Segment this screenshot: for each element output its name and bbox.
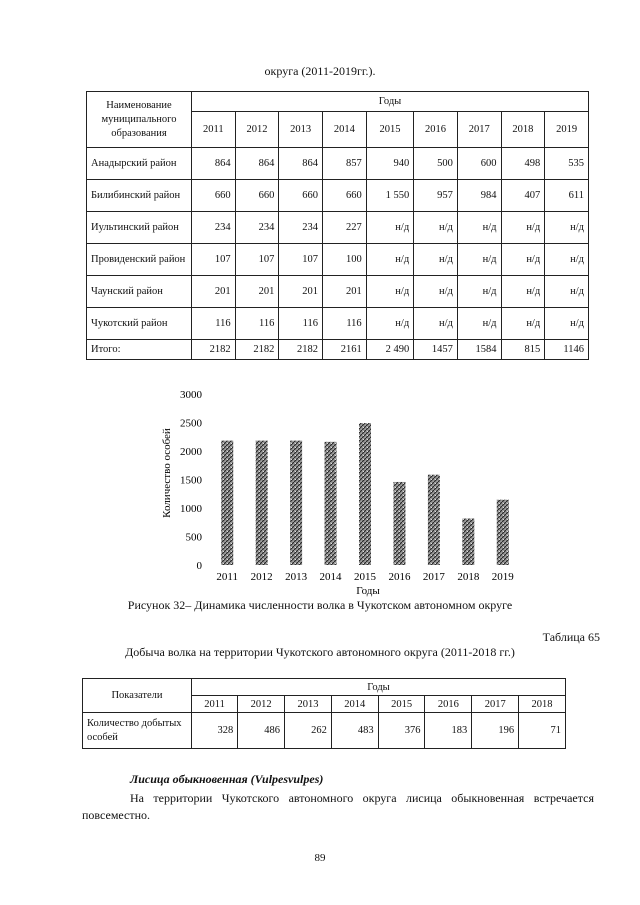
x-tick-label: 2012: [250, 571, 273, 583]
table1-cell: 660: [235, 180, 279, 212]
table2-cell: 486: [238, 713, 285, 749]
table-row: [87, 276, 589, 308]
table1-cell: 1 550: [366, 180, 414, 212]
table1-cell: 116: [235, 308, 279, 340]
table1-cell: 234: [279, 212, 323, 244]
table2-year-2018: 2018: [519, 696, 566, 713]
y-axis-label-group: [161, 428, 173, 518]
bar-2019: [497, 500, 509, 565]
table1-header-name: Наименование муниципального образования: [87, 92, 192, 148]
section-title: Лисица обыкновенная (Vulpesvulpes): [130, 772, 324, 786]
table1-year-2019: 2019: [545, 112, 589, 148]
bar-2017: [428, 475, 440, 565]
table2-year-2013: 2013: [285, 696, 332, 713]
table1-cell: 535: [545, 148, 589, 180]
table1-cell: 864: [235, 148, 279, 180]
x-tick-label: 2016: [388, 571, 411, 583]
x-axis-label: Годы: [356, 585, 380, 597]
wolf-population-chart: [150, 386, 540, 598]
table1-cell: 107: [279, 244, 323, 276]
table1-cell: 2161: [323, 340, 367, 360]
table1-year-2012: 2012: [235, 112, 279, 148]
table2-cell: 376: [378, 713, 425, 749]
table1-cell: 116: [279, 308, 323, 340]
table-row: [87, 340, 589, 360]
table1-cell: н/д: [414, 212, 458, 244]
table1-cell: 107: [235, 244, 279, 276]
table1-cell: 201: [279, 276, 323, 308]
table2-cell: 196: [472, 713, 519, 749]
table1-cell: н/д: [414, 276, 458, 308]
paragraph: На территории Чукотского автономного округа лисица обыкновенная встречается повсеместно.: [82, 791, 594, 822]
y-tick-label: 2500: [180, 417, 202, 430]
table2-year-2012: 2012: [238, 696, 285, 713]
x-tick-label: 2015: [354, 571, 376, 583]
bar-2018: [462, 519, 474, 565]
table2-cell: 183: [425, 713, 472, 749]
bar-2012: [256, 441, 268, 565]
table1-cell: 660: [279, 180, 323, 212]
table1-cell: 611: [545, 180, 589, 212]
page-number: 89: [314, 852, 326, 864]
table1-cell: 116: [323, 308, 367, 340]
table1-cell: 660: [192, 180, 236, 212]
table1-cell: 498: [501, 148, 545, 180]
table1-cell: н/д: [366, 308, 414, 340]
table-row: [87, 148, 589, 180]
table1-header-years: Годы: [192, 92, 589, 112]
y-tick-label: 1000: [180, 503, 202, 515]
table2-year-2011: 2011: [192, 696, 238, 713]
table-row: [87, 308, 589, 340]
figure-caption: Рисунок 32– Динамика численности волка в Чукотском автономном округе: [127, 598, 513, 612]
x-tick-label: 2018: [457, 571, 480, 583]
table1-cell: н/д: [501, 308, 545, 340]
table1-cell: н/д: [501, 212, 545, 244]
x-tick-label: 2019: [491, 571, 514, 583]
table2-cell: 328: [192, 713, 238, 749]
wolf-harvest-table: [82, 678, 566, 749]
table1-year-2011: 2011: [192, 112, 236, 148]
table1-cell: 2 490: [366, 340, 414, 360]
table1-cell: 600: [457, 148, 501, 180]
table1-year-2017: 2017: [457, 112, 501, 148]
table2-header-years: Годы: [192, 679, 566, 696]
table1-year-2015: 2015: [366, 112, 414, 148]
table1-row-name: Анадырский район: [87, 148, 192, 180]
table1-cell: 100: [323, 244, 367, 276]
bar-2011: [221, 441, 233, 565]
x-tick-label: 2013: [285, 571, 308, 583]
table1-cell: 201: [235, 276, 279, 308]
y-tick-label: 3000: [180, 389, 202, 401]
table1-row-name: Провиденский район: [87, 244, 192, 276]
table-row: [87, 212, 589, 244]
table1-cell: н/д: [414, 308, 458, 340]
bar-2013: [290, 441, 302, 565]
y-tick-label: 2000: [180, 446, 202, 458]
table1-cell: 107: [192, 244, 236, 276]
table1-cell: 940: [366, 148, 414, 180]
table1-cell: 864: [192, 148, 236, 180]
table2-row-name: Количество добытых особей: [83, 713, 192, 749]
table1-cell: н/д: [545, 244, 589, 276]
table1-cell: 407: [501, 180, 545, 212]
table2-year-2017: 2017: [472, 696, 519, 713]
table1-cell: 234: [192, 212, 236, 244]
y-tick-label: 500: [185, 531, 202, 544]
table1-row-name: Билибинский район: [87, 180, 192, 212]
table2-year-2015: 2015: [378, 696, 425, 713]
table2-year-2016: 2016: [425, 696, 472, 713]
table1-cell: н/д: [366, 212, 414, 244]
table1-cell: 201: [192, 276, 236, 308]
table1-row-name: Чукотский район: [87, 308, 192, 340]
table2-cell: 262: [285, 713, 332, 749]
table1-cell: н/д: [545, 212, 589, 244]
table1-cell: н/д: [457, 308, 501, 340]
table1-cell: 857: [323, 148, 367, 180]
table1-row-name: Чаунский район: [87, 276, 192, 308]
table-row: [87, 180, 589, 212]
table2-caption: Добыча волка на территории Чукотского автономного округа (2011-2018 гг.): [125, 645, 515, 659]
table1-cell: н/д: [457, 244, 501, 276]
table1-cell: 2182: [192, 340, 236, 360]
table1-cell: 864: [279, 148, 323, 180]
table1-cell: н/д: [501, 244, 545, 276]
table2-cell: 71: [519, 713, 566, 749]
table1-year-2018: 2018: [501, 112, 545, 148]
table2-year-2014: 2014: [331, 696, 378, 713]
bar-2016: [393, 482, 405, 565]
table1-cell: н/д: [457, 212, 501, 244]
table1-cell: н/д: [414, 244, 458, 276]
y-tick-label: 1500: [180, 474, 202, 487]
table1-cell: 2182: [235, 340, 279, 360]
table1-cell: 815: [501, 340, 545, 360]
table1-cell: 116: [192, 308, 236, 340]
table1-cell: н/д: [545, 308, 589, 340]
x-tick-label: 2014: [319, 571, 342, 583]
table1-cell: н/д: [366, 276, 414, 308]
table1-cell: н/д: [457, 276, 501, 308]
bar-2015: [359, 423, 371, 565]
bar-2014: [325, 442, 337, 565]
table1-cell: 201: [323, 276, 367, 308]
table1-cell: 984: [457, 180, 501, 212]
y-tick-label: 0: [196, 560, 202, 572]
table1-year-2013: 2013: [279, 112, 323, 148]
table1-row-name: Итого:: [87, 340, 192, 360]
table1-row-name: Иультинский район: [87, 212, 192, 244]
table1-cell: 2182: [279, 340, 323, 360]
table1-cell: 227: [323, 212, 367, 244]
table1-year-2014: 2014: [323, 112, 367, 148]
y-axis-label: Количество особей: [161, 428, 173, 518]
wolf-population-table: [86, 91, 589, 360]
table1-cell: 1146: [545, 340, 589, 360]
table1-cell: 957: [414, 180, 458, 212]
table1-cell: 234: [235, 212, 279, 244]
table1-cell: 1457: [414, 340, 458, 360]
table-row: [87, 244, 589, 276]
table1-cell: н/д: [501, 276, 545, 308]
top-caption: округа (2011-2019гг.).: [264, 64, 376, 78]
x-tick-label: 2011: [216, 571, 239, 583]
table1-cell: 660: [323, 180, 367, 212]
table2-header-name: Показатели: [83, 679, 192, 713]
table1-cell: 1584: [457, 340, 501, 360]
table1-cell: 500: [414, 148, 458, 180]
table1-cell: н/д: [366, 244, 414, 276]
table1-year-2016: 2016: [414, 112, 458, 148]
table-label: Таблица 65: [542, 630, 600, 644]
table1-cell: н/д: [545, 276, 589, 308]
x-tick-label: 2017: [422, 571, 445, 583]
table2-cell: 483: [331, 713, 378, 749]
